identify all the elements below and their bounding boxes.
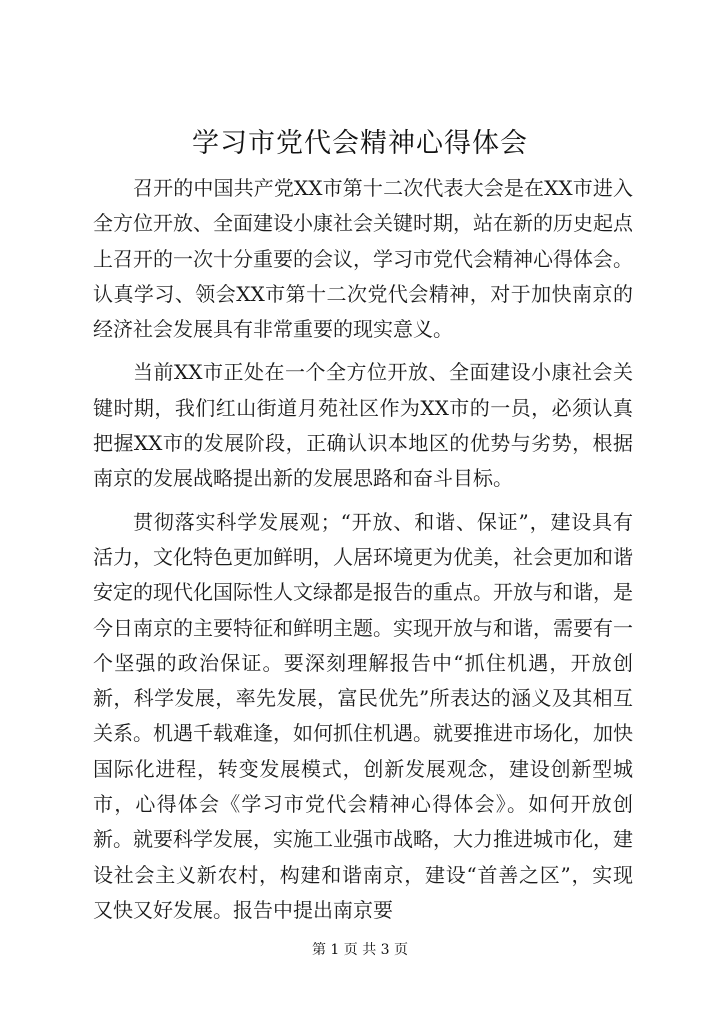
- document-body: [93, 171, 633, 936]
- paragraph-3: 贯彻落实科学发展观；“开放、和谐、保证”，建设具有活力，文化特色更加鲜明，人居环境更为优美，社会更加和谐安定的现代化国际性人文绿都是报告的重点。开放与和谐，是今日南京的主要特征和鲜明主题。实现开放与和谐，需要有一个坚强的政治保证。要深刻理解报告中“抓住机遇，开放创新，科学发展，率先发展，富民优先”所表达的涵义及其相互关系。机遇千载难逢，如何抓住机遇。就要推进市场化，加快国际化进程，转变发展模式，创新发展观念，建设创新型城市，心得体会《学习市党代会精神心得体会》。如何开放创新。就要科学发展，实施工业强市战略，大力推进城市化，建设社会主义新农村，构建和谐南京，建设“首善之区”，实现又快又好发展。报告中提出南京要: [93, 509, 633, 922]
- page-footer: 第 1 页 共 3 页: [311, 942, 409, 958]
- paragraph-1: 召开的中国共产党XX市第十二次代表大会是在XX市进入全方位开放、全面建设小康社会关键时期，站在新的历史起点上召开的一次十分重要的会议，学习市党代会精神心得体会。认真学习、领会XX市第十二次党代会精神，对于加快南京的经济社会发展具有非常重要的现实意义。: [93, 176, 633, 342]
- document-title: 学习市党代会精神心得体会: [192, 128, 528, 159]
- paragraph-2: 当前XX市正处在一个全方位开放、全面建设小康社会关键时期，我们红山街道月苑社区作为XX市的一员，必须认真把握XX市的发展阶段，正确认识本地区的优势与劣势，根据南京的发展战略提出新的发展思路和奋斗目标。: [93, 360, 633, 491]
